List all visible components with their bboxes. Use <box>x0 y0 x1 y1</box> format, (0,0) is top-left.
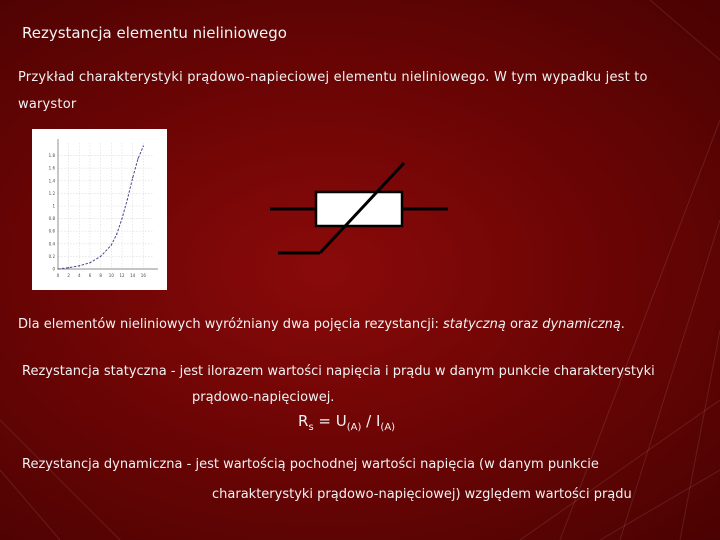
data-point <box>111 244 112 245</box>
data-point <box>79 265 80 266</box>
data-point <box>132 177 133 178</box>
x-tick-label: 12 <box>119 273 125 278</box>
static-def-line1: Rezystancja statyczna - jest ilorazem wartości napięcia i prądu w danym punkcie charakterystyki <box>22 364 655 379</box>
x-tick-label: 10 <box>108 273 114 278</box>
y-tick-label: 1.6 <box>48 165 55 171</box>
data-point <box>100 256 101 257</box>
x-tick-label: 16 <box>140 273 146 278</box>
dynamic-def-line1: Rezystancja dynamiczna - jest wartością pochodnej wartości napięcia (w danym punkcie <box>22 457 599 472</box>
x-tick-label: 6 <box>88 273 92 278</box>
symbol-body <box>316 192 402 226</box>
resistance-concepts-text <box>18 317 625 332</box>
chart-svg <box>32 129 167 290</box>
formula-lhs: R <box>298 412 309 430</box>
data-point <box>143 146 144 147</box>
data-point <box>137 158 138 159</box>
varistor-symbol <box>262 158 454 260</box>
x-tick-label: 2 <box>67 273 70 278</box>
x-tick-label: 14 <box>130 273 136 278</box>
data-point <box>116 234 117 235</box>
concepts-middle: oraz <box>505 317 543 332</box>
y-tick-label: 0.8 <box>48 216 55 222</box>
dynamic-def-line2: charakterystyki prądowo-napięciowej) względem wartości prądu <box>212 487 632 502</box>
formula-lhs-sub: s <box>308 422 314 433</box>
data-point <box>68 267 69 268</box>
y-tick-label: 0 <box>52 266 55 272</box>
y-tick-label: 1.8 <box>48 153 55 159</box>
slide-title: Rezystancja elementu nieliniowego <box>22 24 287 42</box>
static-resistance-definition <box>22 359 712 411</box>
varistor-characteristic-chart <box>32 129 167 290</box>
formula-eq: = U <box>313 412 347 430</box>
data-point <box>121 218 122 219</box>
y-tick-label: 0.4 <box>48 241 55 247</box>
formula-i-sub: (A) <box>380 422 396 433</box>
x-tick-label: 4 <box>78 273 81 278</box>
dynamic-resistance-definition <box>22 450 712 510</box>
x-tick-label: 0 <box>56 273 60 278</box>
term-dynamic: dynamiczną <box>542 317 621 332</box>
concepts-prefix: Dla elementów nieliniowych wyróżniany dwa pojęcia rezystancji: <box>18 317 444 332</box>
static-def-line2: prądowo-napięciowej. <box>192 390 335 405</box>
static-resistance-formula <box>298 412 395 433</box>
y-tick-label: 1.2 <box>48 190 55 196</box>
y-tick-label: 1.4 <box>48 178 55 184</box>
formula-u-sub: (A) <box>346 422 362 433</box>
formula-div: / I <box>361 412 381 430</box>
data-point <box>57 268 58 269</box>
intro-text: Przykład charakterystyki prądowo-napieciowej elementu nieliniowego. W tym wypadku jest to warystor <box>18 70 648 112</box>
y-tick-label: 0.2 <box>48 253 55 259</box>
data-point <box>127 199 128 200</box>
term-static: statyczną <box>443 317 506 332</box>
y-tick-label: 1 <box>52 203 55 209</box>
concepts-suffix: . <box>620 317 625 332</box>
x-tick-label: 8 <box>99 273 102 278</box>
y-tick-label: 0.6 <box>48 228 55 234</box>
data-point <box>89 262 90 263</box>
